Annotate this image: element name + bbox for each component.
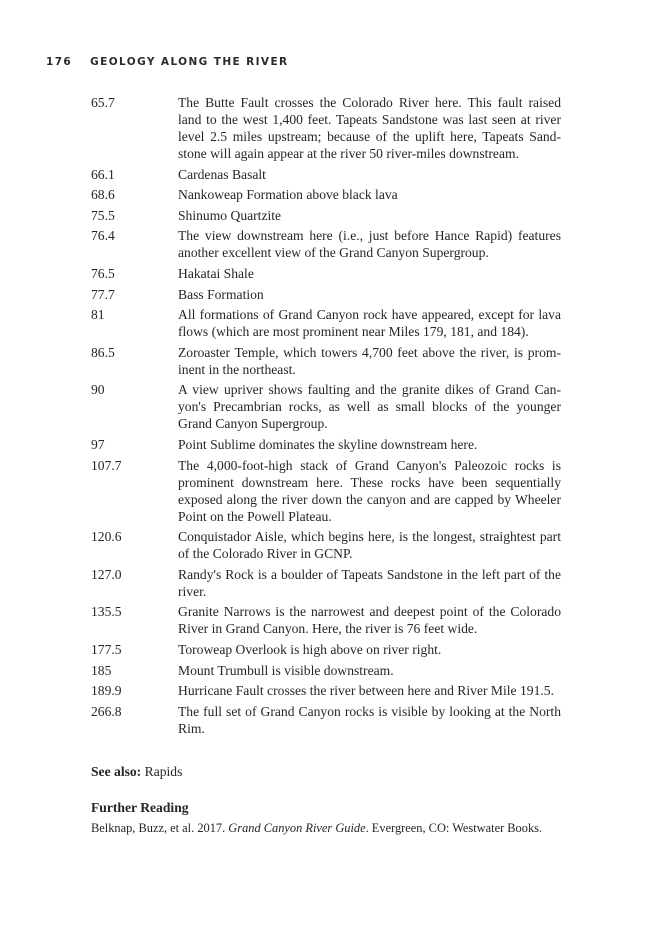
river-mile: 86.5: [91, 344, 115, 360]
river-mile: 81: [91, 307, 105, 323]
mile-description: The Butte Fault crosses the Colorado River here. This fault raised land to the west 1,400 feet. Tapeats Sandstone was last seen at river level 2.5 miles upstream; because of the uplift here, Tapeats Sandstone will again appear at the river 50 river-miles downstream.: [178, 95, 561, 161]
running-head: [46, 56, 289, 68]
mileage-row: [91, 207, 561, 224]
mileage-row: [91, 265, 561, 282]
river-mile: 66.1: [91, 166, 115, 182]
citation-title: Grand Canyon River Guide: [228, 821, 366, 835]
river-mile: 90: [91, 382, 105, 398]
river-mile: 135.5: [91, 604, 122, 620]
river-mile: 68.6: [91, 187, 115, 203]
river-mile: 120.6: [91, 529, 122, 545]
further-reading-heading: Further Reading: [91, 800, 189, 815]
mileage-row: [91, 436, 561, 453]
mile-description: Cardenas Basalt: [178, 166, 266, 182]
river-mile: 76.4: [91, 228, 115, 244]
mileage-row: [91, 528, 561, 562]
mile-description: A view upriver shows faulting and the granite dikes of Grand Canyon's Precambrian rocks, as well as small blocks of the younger Grand Canyon Supergroup.: [178, 382, 561, 432]
mile-description: Randy's Rock is a boulder of Tapeats Sandstone in the left part of the river.: [178, 566, 561, 599]
river-mile: 75.5: [91, 207, 115, 223]
river-mile: 65.7: [91, 95, 115, 110]
citation: [91, 821, 542, 836]
citation-authors: Belknap, Buzz, et al. 2017.: [91, 821, 229, 835]
citation-publisher: . Evergreen, CO: Westwater Books.: [365, 821, 543, 835]
mileage-row: [91, 682, 561, 699]
mileage-row: [91, 457, 561, 525]
mileage-list: [91, 94, 561, 740]
mileage-row: [91, 94, 561, 162]
mileage-row: [91, 566, 561, 600]
see-also-label: See also:: [91, 764, 142, 779]
river-mile: 77.7: [91, 286, 115, 302]
mile-description: Toroweap Overlook is high above on river right.: [178, 641, 442, 657]
mile-description: The full set of Grand Canyon rocks is visible by looking at the North Rim.: [178, 703, 561, 736]
see-also: [91, 764, 182, 780]
mile-description: Conquistador Aisle, which begins here, is the longest, straightest part of the Colorado River in GCNP.: [178, 529, 561, 562]
mileage-row: [91, 344, 561, 378]
see-also-link: Rapids: [144, 764, 183, 779]
mileage-row: [91, 703, 561, 737]
mile-description: Bass Formation: [178, 286, 264, 302]
mileage-row: [91, 381, 561, 432]
river-mile: 185: [91, 662, 112, 678]
mileage-row: [91, 166, 561, 183]
river-mile: 177.5: [91, 641, 122, 657]
page-number: 176: [46, 56, 73, 68]
mileage-row: [91, 186, 561, 203]
mileage-row: [91, 662, 561, 679]
mile-description: All formations of Grand Canyon rock have appeared, except for lava flows (which are most prominent near Miles 179, 181, and 184).: [178, 307, 561, 340]
river-mile: 127.0: [91, 566, 122, 582]
river-mile: 107.7: [91, 457, 122, 473]
mile-description: The view downstream here (i.e., just before Hance Rapid) features another excellent view of the Grand Canyon Supergroup.: [178, 228, 561, 261]
river-mile: 97: [91, 436, 105, 452]
mile-description: Hakatai Shale: [178, 265, 254, 281]
mile-description: Point Sublime dominates the skyline downstream here.: [178, 436, 478, 452]
mile-description: Hurricane Fault crosses the river between here and River Mile 191.5.: [178, 683, 554, 699]
mileage-row: [91, 641, 561, 658]
mileage-row: [91, 286, 561, 303]
running-title: GEOLOGY ALONG THE RIVER: [90, 56, 289, 68]
mileage-row: [91, 227, 561, 261]
mile-description: Shinumo Quartzite: [178, 207, 282, 223]
river-mile: 266.8: [91, 703, 122, 719]
mile-description: Zoroaster Temple, which towers 4,700 feet above the river, is prominent in the northeast.: [178, 344, 561, 377]
mile-description: Nankoweap Formation above black lava: [178, 187, 398, 203]
river-mile: 189.9: [91, 683, 122, 699]
river-mile: 76.5: [91, 265, 115, 281]
mile-description: Granite Narrows is the narrowest and deepest point of the Colorado River in Grand Canyon. Here, the river is 76 feet wide.: [178, 604, 561, 637]
mileage-row: [91, 306, 561, 340]
mileage-row: [91, 603, 561, 637]
mile-description: The 4,000-foot-high stack of Grand Canyon's Paleozoic rocks is prominent downstream here. These rocks have been sequentially exposed along the river down the canyon and are capped by Wheeler Point on the Powell Plateau.: [178, 457, 561, 524]
mile-description: Mount Trumbull is visible downstream.: [178, 662, 394, 678]
